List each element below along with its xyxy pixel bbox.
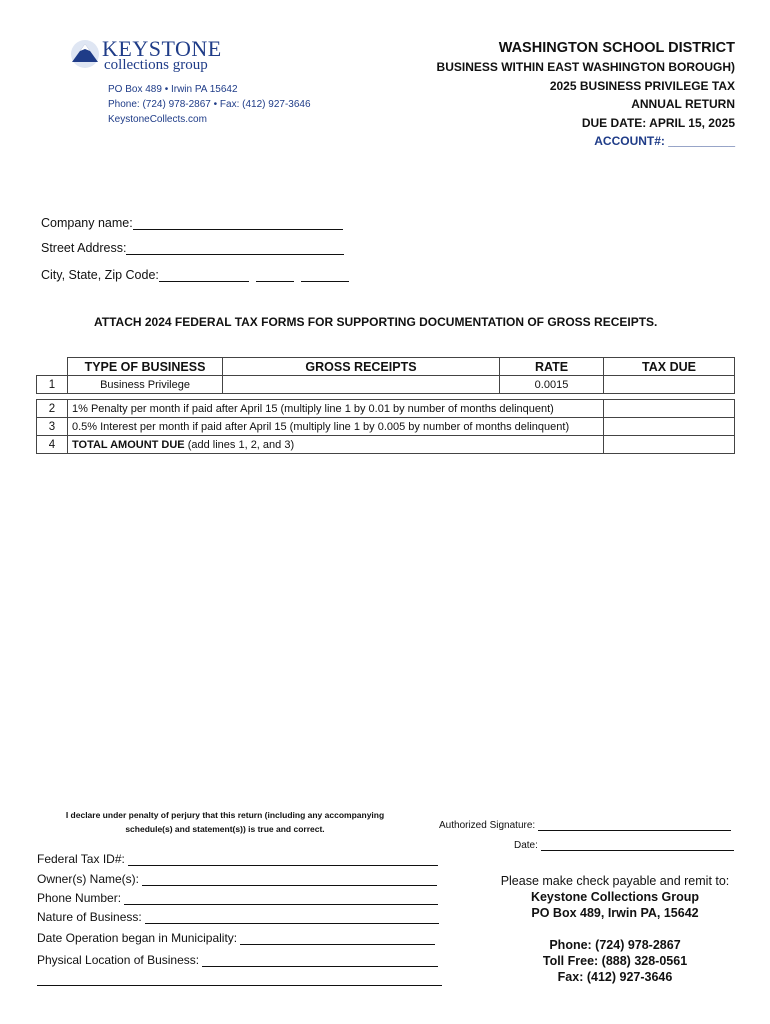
remit-block: [490, 873, 740, 985]
return-type: ANNUAL RETURN: [631, 97, 735, 111]
remit-fax: Fax: (412) 927-3646: [557, 970, 673, 984]
owners-name-label: Owner(s) Name(s):: [37, 872, 140, 886]
remit-phone: Phone: (724) 978-2867: [549, 938, 681, 952]
phone-number-field[interactable]: [37, 891, 438, 905]
keystone-mountain-icon: [70, 38, 100, 70]
declaration: [55, 808, 395, 836]
date-label: Date:: [514, 840, 538, 851]
date-field[interactable]: [514, 840, 734, 851]
line-number: 4: [37, 436, 68, 454]
keystone-logo: [70, 36, 220, 76]
remit-name: Keystone Collections Group: [530, 890, 700, 904]
agency-website: KeystoneCollects.com: [108, 114, 207, 125]
logo-subtitle: collections group: [104, 57, 208, 73]
city-state-zip-field[interactable]: [41, 268, 349, 282]
tax-due-input[interactable]: [604, 376, 735, 394]
business-within: BUSINESS WITHIN EAST WASHINGTON BOROUGH): [436, 60, 735, 74]
extra-line[interactable]: [37, 985, 442, 986]
tax-year-title: 2025 BUSINESS PRIVILEGE TAX: [549, 78, 735, 93]
table-row: [37, 436, 735, 454]
company-name-field[interactable]: [41, 216, 343, 230]
declaration-line2: schedule(s) and statement(s)) is true and correct.: [125, 824, 325, 834]
city-state-zip-label: City, State, Zip Code:: [41, 268, 159, 282]
agency-contact: [108, 82, 311, 127]
line-number: 3: [37, 418, 68, 436]
line-number: 2: [37, 400, 68, 418]
table-row: [37, 418, 735, 436]
owners-name-field[interactable]: [37, 872, 437, 886]
table-header-row: [37, 358, 735, 376]
line-number: 1: [37, 376, 68, 394]
col-gross: GROSS RECEIPTS: [223, 358, 500, 376]
total-note: (add lines 1, 2, and 3): [184, 438, 295, 451]
company-name-label: Company name:: [41, 216, 133, 230]
physical-location-label: Physical Location of Business:: [37, 953, 200, 967]
district-title: WASHINGTON SCHOOL DISTRICT: [498, 40, 735, 56]
nature-of-business-field[interactable]: [37, 910, 439, 924]
penalty-description: 1% Penalty per month if paid after April 15 (multiply line 1 by 0.01 by number of months delinquent): [68, 400, 604, 418]
table-row: [37, 400, 735, 418]
col-rate: RATE: [500, 358, 604, 376]
rate-cell: 0.0015: [500, 376, 604, 394]
total-input[interactable]: [604, 436, 735, 454]
nature-of-business-label: Nature of Business:: [37, 910, 142, 924]
col-tax-due: TAX DUE: [604, 358, 735, 376]
phone-number-label: Phone Number:: [37, 891, 122, 905]
street-address-field[interactable]: [41, 241, 344, 255]
remit-toll-free: Toll Free: (888) 328-0561: [542, 954, 688, 968]
declaration-line1: I declare under penalty of perjury that this return (including any accompanying: [65, 810, 385, 820]
federal-tax-id-field[interactable]: [37, 852, 438, 866]
agency-phones: Phone: (724) 978-2867 • Fax: (412) 927-3646: [108, 99, 311, 110]
tax-table: [36, 357, 735, 454]
remit-address: PO Box 489, Irwin PA, 15642: [531, 906, 699, 920]
table-row: [37, 376, 735, 394]
street-address-label: Street Address:: [41, 241, 127, 255]
return-header: [375, 38, 735, 151]
interest-input[interactable]: [604, 418, 735, 436]
account-number: ACCOUNT#: __________: [594, 134, 735, 148]
col-type: TYPE OF BUSINESS: [68, 358, 223, 376]
due-date: DUE DATE: APRIL 15, 2025: [581, 115, 735, 130]
agency-address: PO Box 489 • Irwin PA 15642: [108, 84, 238, 95]
total-description: [68, 436, 604, 454]
gross-receipts-input[interactable]: [223, 376, 500, 394]
interest-description: 0.5% Interest per month if paid after April 15 (multiply line 1 by 0.005 by number of months delinquent): [68, 418, 604, 436]
physical-location-field[interactable]: [37, 953, 438, 967]
penalty-input[interactable]: [604, 400, 735, 418]
authorized-signature-label: Authorized Signature:: [439, 820, 536, 831]
business-type-cell: Business Privilege: [68, 376, 223, 394]
authorized-signature-field[interactable]: [439, 820, 731, 831]
total-label: TOTAL AMOUNT DUE: [72, 438, 185, 451]
date-began-label: Date Operation began in Municipality:: [37, 931, 238, 945]
date-began-field[interactable]: [37, 931, 435, 945]
attach-notice: ATTACH 2024 FEDERAL TAX FORMS FOR SUPPORTING DOCUMENTATION OF GROSS RECEIPTS.: [94, 315, 658, 329]
federal-tax-id-label: Federal Tax ID#:: [37, 852, 125, 866]
remit-intro: Please make check payable and remit to:: [500, 874, 730, 888]
logo-name: KEYSTONE: [102, 36, 222, 61]
